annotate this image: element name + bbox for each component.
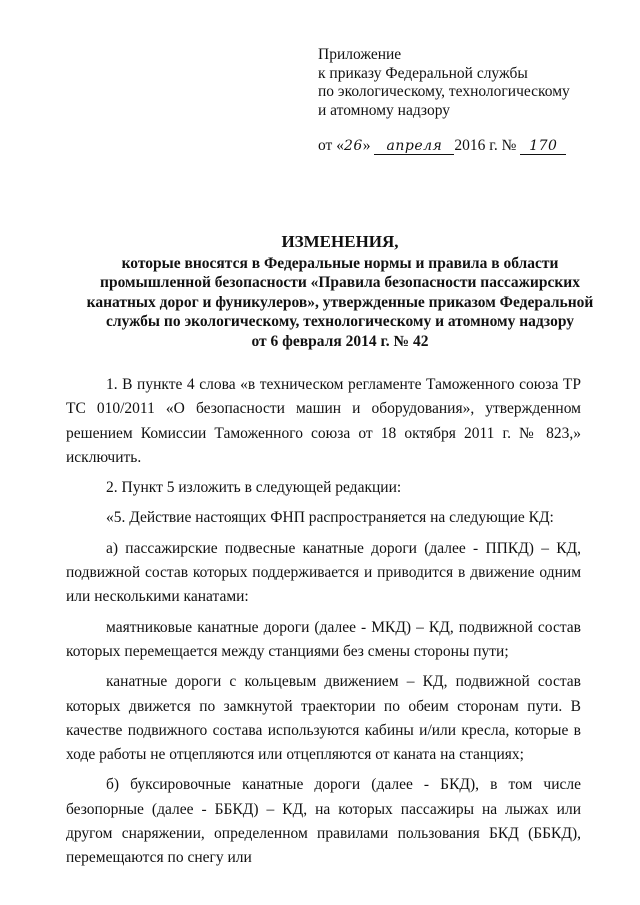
paragraph-1: 1. В пункте 4 слова «в техническом регламенте Таможенного союза ТР ТС 010/2011 «О безопасности машин и оборудования», утвержденном решением Комиссии Таможенного союза от 18 октября 2011 г. № 823,» исключить.: [66, 376, 581, 466]
appendix-line: и атомному надзору: [318, 101, 450, 119]
order-month: апреля: [386, 138, 443, 154]
title-line: промышленной безопасности «Правила безопасности пассажирских: [100, 274, 580, 292]
appendix-line: Приложение: [318, 46, 402, 63]
paragraph-6: канатные дороги с кольцевым движением – КД, подвижной состав которых движется по замкнутой траектории по обеим сторонам пути. В качестве подвижного состава используются кабины и/или кресла, которые в ходе работы не отцепляются или отцепляются от каната на станциях;: [66, 673, 581, 764]
title-line: которые вносятся в Федеральные нормы и правила в области: [121, 254, 559, 272]
paragraph-2: 2. Пункт 5 изложить в следующей редакции:: [106, 479, 402, 497]
order-day: 26: [343, 138, 363, 154]
order-prefix: от «: [318, 137, 344, 154]
title-line: службы по экологическому, технологическому и атомному надзору: [106, 313, 574, 331]
document-body: [66, 373, 581, 871]
paragraph-4: а) пассажирские подвесные канатные дороги (далее - ППКД) – КД, подвижной состав которых поддерживается и приводится в движение одним или несколькими канатами:: [66, 539, 581, 606]
title-heading: ИЗМЕНЕНИЯ,: [281, 232, 399, 251]
appendix-line: к приказу Федеральной службы: [318, 64, 528, 82]
appendix-line: по экологическому, технологическому: [318, 83, 570, 100]
order-date-line: [318, 137, 566, 155]
order-year: 2016 г. №: [454, 137, 517, 154]
appendix-block: [318, 46, 570, 120]
order-month-blank: [374, 138, 454, 155]
paragraph-7: б) буксировочные канатные дороги (далее - БКД), в том числе безопорные (далее - ББКД) – КД, на которых пассажиры на лыжах или другом снаряжении, определенном правилами пользования БКД (ББКД), перемещаются по снегу или: [66, 776, 581, 867]
order-number: 170: [529, 138, 558, 154]
paragraph-3: «5. Действие настоящих ФНП распространяется на следующие КД:: [106, 509, 554, 527]
order-number-blank: [520, 138, 566, 155]
document-title: [60, 232, 620, 352]
title-line: от 6 февраля 2014 г. № 42: [251, 332, 429, 350]
title-line: канатных дорог и фуникулеров», утвержденные приказом Федеральной: [86, 293, 594, 311]
order-close-quote: »: [362, 137, 371, 154]
paragraph-5: маятниковые канатные дороги (далее - МКД) – КД, подвижной состав которых перемещается между станциями без смены стороны пути;: [66, 618, 581, 660]
